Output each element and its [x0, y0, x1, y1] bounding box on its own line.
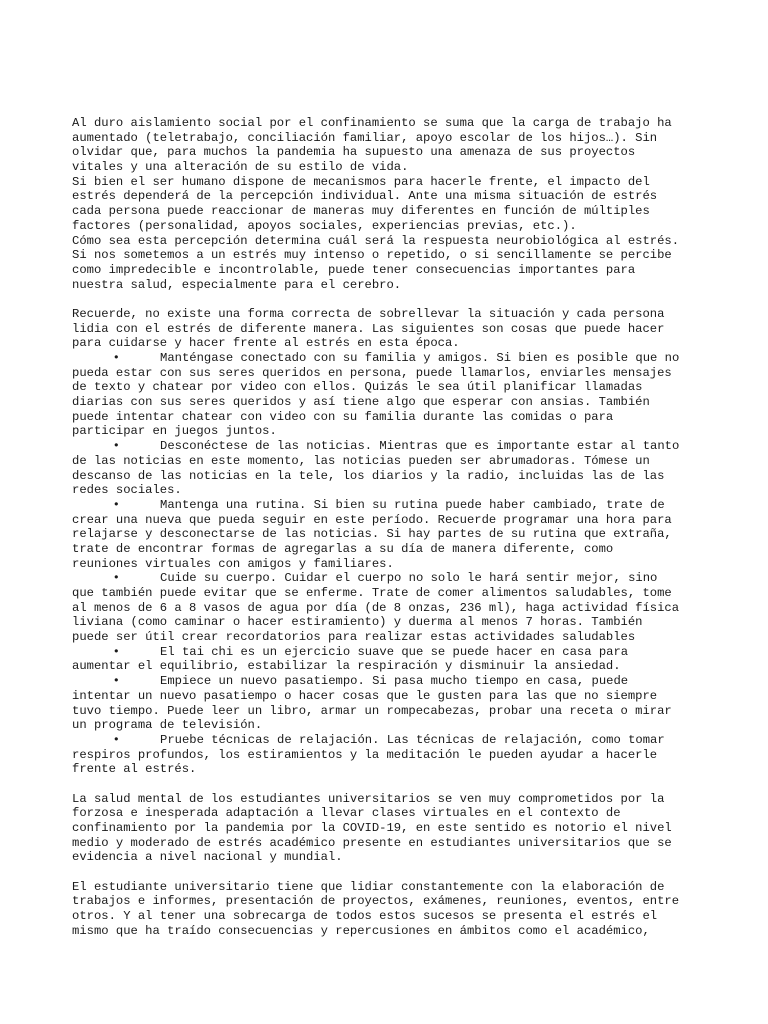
bullet-first-line: Pruebe técnicas de relajación. Las técnicas de relajación, como tomar — [160, 732, 665, 747]
text-line: relajarse y desconectarse de las noticias. Si hay partes de su rutina que extraña, — [72, 527, 672, 542]
text-line: nuestra salud, especialmente para el cerebro. — [72, 277, 402, 292]
text-line: redes sociales. — [72, 483, 182, 498]
text-line: medio y moderado de estrés académico presente en estudiantes universitarios que se — [72, 835, 672, 850]
text-line: confinamiento por la pandemia por la COVID-19, en este sentido es notorio el nivel — [72, 821, 672, 835]
text-line: Recuerde, no existe una forma correcta de sobrellevar la situación y cada persona — [72, 306, 665, 321]
text-line: aumentado (teletrabajo, conciliación familiar, apoyo escolar de los hijos…). Sin — [72, 130, 658, 145]
text-line: descanso de las noticias en la tele, los diarios y la radio, incluidas las de las — [72, 468, 665, 483]
document-page — [72, 116, 712, 939]
text-line: La salud mental de los estudiantes universitarios se ven muy comprometidos por la — [72, 791, 665, 806]
paragraph-spacer — [72, 865, 712, 880]
bullet-first-line: Empiece un nuevo pasatiempo. Si pasa mucho tiempo en casa, puede — [160, 674, 629, 689]
text-line: pueda estar con sus seres queridos en persona, puede llamarlos, enviarles mensajes — [72, 365, 672, 380]
text-line: puede intentar chatear con video con su familia durante las comidas o para — [72, 409, 614, 424]
text-line: de texto y chatear por video con ellos. Quizás le sea útil planificar llamadas — [72, 380, 643, 395]
text-line: crear una nueva que pueda seguir en este período. Recuerde programar una hora para — [72, 512, 672, 527]
text-line: Cómo sea esta percepción determina cuál será la respuesta neurobiológica al estrés. — [72, 233, 680, 248]
text-line: respiros profundos, los estiramientos y la meditación le pueden ayudar a hacerle — [72, 747, 658, 762]
paragraph-spacer — [72, 777, 712, 792]
bullet-first-line: Manténgase conectado con su familia y amigos. Si bien es posible que no — [160, 351, 680, 365]
text-line: factores (personalidad, apoyos sociales, experiencias previas, etc.). — [72, 218, 577, 233]
bullet-icon: • — [112, 497, 120, 512]
text-line: de las noticias en este momento, las noticias pueden ser abrumadoras. Tómese un — [72, 453, 650, 468]
bullet-first-line: Mantenga una rutina. Si bien su rutina puede haber cambiado, trate de — [160, 497, 665, 512]
text-line: liviana (como caminar o hacer estiramiento) y duerma al menos 7 horas. También — [72, 615, 643, 630]
bullet-icon: • — [112, 674, 120, 689]
text-line: intentar un nuevo pasatiempo o hacer cosas que le gusten para las que no siempre — [72, 688, 658, 703]
text-line: como impredecible e incontrolable, puede tener consecuencias importantes para — [72, 262, 636, 277]
text-line: cada persona puede reaccionar de maneras muy diferentes en función de múltiples — [72, 204, 650, 219]
list-item — [72, 645, 712, 674]
bullet-icon: • — [112, 439, 120, 454]
list-item — [72, 674, 712, 733]
text-line: El estudiante universitario tiene que lidiar constantemente con la elaboración de — [72, 879, 665, 894]
text-line: lidia con el estrés de diferente manera. Las siguientes son cosas que puede hacer — [72, 321, 665, 336]
text-line: trate de encontrar formas de agregarlas a su día de manera diferente, como — [72, 541, 614, 556]
text-line: Si bien el ser humano dispone de mecanismos para hacerle frente, el impacto del — [72, 174, 650, 189]
text-line: al menos de 6 a 8 vasos de agua por día (de 8 onzas, 236 ml), haga actividad física — [72, 600, 680, 615]
text-line: que también puede evitar que se enferme. Trate de comer alimentos saludables, tome — [72, 586, 672, 600]
bullet-first-line: Cuide su cuerpo. Cuidar el cuerpo no solo le hará sentir mejor, sino — [160, 571, 658, 586]
list-item — [72, 733, 712, 777]
bullet-list — [72, 351, 712, 777]
list-item — [72, 351, 712, 439]
paragraph-recuerde — [72, 307, 712, 351]
text-line: reuniones virtuales con amigos y familiares. — [72, 556, 394, 571]
text-line: tuvo tiempo. Puede leer un libro, armar un rompecabezas, probar una receta o mirar — [72, 703, 672, 718]
bullet-first-line: El tai chi es un ejercicio suave que se puede hacer en casa para — [160, 644, 629, 659]
text-line: forzosa e inesperada adaptación a llevar clases virtuales en el contexto de — [72, 806, 621, 821]
list-item — [72, 498, 712, 571]
text-line: participar en juegos juntos. — [72, 424, 277, 439]
text-line: frente al estrés. — [72, 762, 197, 777]
list-item — [72, 439, 712, 498]
paragraph-salud-mental — [72, 792, 712, 865]
text-line: Si nos sometemos a un estrés muy intenso o repetido, o si sencillamente se percibe — [72, 248, 672, 263]
text-line: aumentar el equilibrio, estabilizar la respiración y disminuir la ansiedad. — [72, 659, 621, 674]
text-line: diarias con sus seres queridos y así tiene algo que esperar con ansias. También — [72, 395, 650, 410]
bullet-icon: • — [112, 644, 120, 659]
text-line: un programa de televisión. — [72, 718, 263, 733]
text-line: para cuidarse y hacer frente al estrés en esta época. — [72, 336, 460, 351]
text-line: evidencia a nivel nacional y mundial. — [72, 850, 343, 865]
bullet-icon: • — [112, 732, 120, 747]
text-line: trabajos e informes, presentación de proyectos, exámenes, reuniones, eventos, entre — [72, 894, 680, 909]
text-line: olvidar que, para muchos la pandemia ha supuesto una amenaza de sus proyectos — [72, 145, 636, 160]
text-line: vitales y una alteración de su estilo de vida. — [72, 160, 409, 175]
paragraph-spacer — [72, 292, 712, 307]
text-line: Al duro aislamiento social por el confinamiento se suma que la carga de trabajo ha — [72, 116, 672, 130]
paragraph-confinamiento — [72, 116, 712, 292]
text-line: puede ser útil crear recordatorios para realizar estas actividades saludables — [72, 630, 636, 645]
text-line: mismo que ha traído consecuencias y repercusiones en ámbitos como el académico, — [72, 923, 650, 938]
text-line: estrés dependerá de la percepción individual. Ante una misma situación de estrés — [72, 189, 658, 204]
text-line: otros. Y al tener una sobrecarga de todos estos sucesos se presenta el estrés el — [72, 909, 658, 924]
bullet-first-line: Desconéctese de las noticias. Mientras que es importante estar al tanto — [160, 439, 680, 454]
bullet-icon: • — [112, 571, 120, 586]
bullet-icon: • — [112, 351, 120, 365]
list-item — [72, 571, 712, 644]
paragraph-estudiante — [72, 880, 712, 939]
